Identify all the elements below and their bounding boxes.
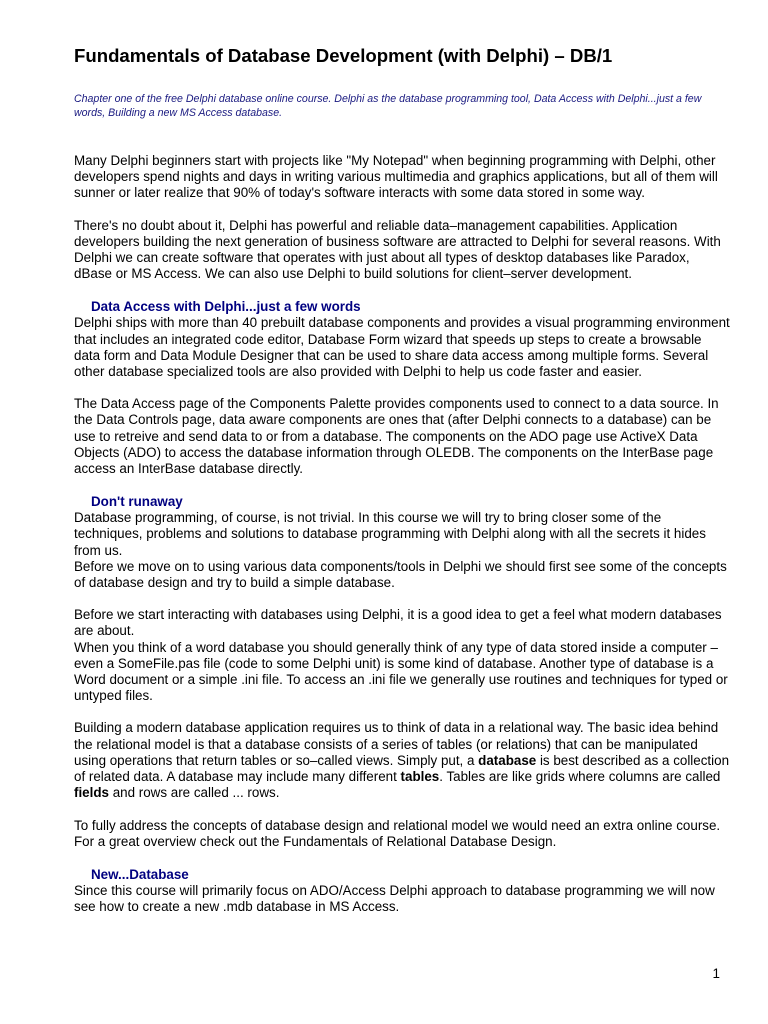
spacer xyxy=(74,477,730,493)
document-page xyxy=(74,44,730,915)
spacer xyxy=(74,591,730,607)
section-heading-new-database: New...Database xyxy=(91,866,189,882)
new-database-paragraph-1: Since this course will primarily focus on ADO/Access Delphi approach to database programming we will now see how to create a new .mdb database in MS Access. xyxy=(74,882,715,915)
spacer xyxy=(74,202,730,218)
intro-paragraph-2: There's no doubt about it, Delphi has powerful and reliable data–management capabilities. Application developers building the next generation of business software are attracted to Delphi for several reasons. With Delphi we can create software that operates with just about all types of desktop databases like Paradox, dBase or MS Access. We can also use Delphi to build solutions for client–server development. xyxy=(74,217,721,282)
data-access-paragraph-2: The Data Access page of the Components Palette provides components used to connect to a data source. In the Data Controls page, data aware components are ones that (after Delphi connects to a database) can be use to retreive and send data to or from a database. The components on the ADO page use ActiveX Data Objects (ADO) to access the database information through OLEDB. The components on the InterBase page access an InterBase database directly. xyxy=(74,396,719,477)
document-subtitle: Chapter one of the free Delphi database online course. Delphi as the database programming tool, Data Access with Delphi...just a few words, Building a new MS Access database. xyxy=(74,93,702,119)
spacer xyxy=(74,802,730,818)
dont-runaway-paragraph-6: To fully address the concepts of database design and relational model we would need an extra online course. For a great overview check out the Fundamentals of Relational Database Design. xyxy=(74,817,721,849)
page-number: 1 xyxy=(712,966,720,981)
dont-runaway-paragraph-3: Before we start interacting with databases using Delphi, it is a good idea to get a feel what modern databases are about. xyxy=(74,607,722,639)
section-heading-data-access: Data Access with Delphi...just a few words xyxy=(91,299,361,315)
document-title: Fundamentals of Database Development (with Delphi) – DB/1 xyxy=(74,45,613,66)
dont-runaway-paragraph-1: Database programming, of course, is not trivial. In this course we will try to bring closer some of the techniques, problems and solutions to database programming with Delphi along with all the secrets it hides from us. xyxy=(74,510,706,558)
spacer xyxy=(74,120,730,153)
dont-runaway-paragraph-2: Before we move on to using various data components/tools in Delphi we should first see some of the concepts of database design and try to build a simple database. xyxy=(74,558,727,591)
dont-runaway-paragraph-4: When you think of a word database you should generally think of any type of data stored inside a computer – even a SomeFile.pas file (code to some Delphi unit) is some kind of database. Another type of database is a Word document or a simple .ini file. To access an .ini file we generally use routines and techniques for typed or untyped files. xyxy=(74,639,728,704)
bold-term-database: database xyxy=(478,752,537,768)
bold-term-fields: fields xyxy=(74,785,109,801)
dont-runaway-paragraph-5 xyxy=(74,720,730,801)
text-run: and rows are called ... rows. xyxy=(108,785,280,801)
text-run: . Tables are like grids where columns are called xyxy=(439,769,721,785)
text-run: Building a modern database application requires us to think of data in a relational way. The basic idea behind the relational model is that a database consists of a series of tables (or relations) that can be manipulated using operations that return tables or so–called views. Simply put, a xyxy=(74,720,719,768)
section-heading-dont-runaway: Don't runaway xyxy=(91,494,183,510)
spacer xyxy=(74,282,730,298)
bold-term-tables: tables xyxy=(400,769,440,785)
text-run: is best described as a collection of related data. A database may include many different xyxy=(74,752,730,785)
spacer xyxy=(74,380,730,396)
spacer xyxy=(74,704,730,720)
spacer xyxy=(74,850,730,866)
data-access-paragraph-1: Delphi ships with more than 40 prebuilt database components and provides a visual programming environment that includes an integrated code editor, Database Form wizard that speeds up steps to create a browsable data form and Data Module Designer that can be used to share data access among multiple forms. Several other database specialized tools are also provided with Delphi to help us code faster and easier. xyxy=(74,315,730,380)
intro-paragraph-1: Many Delphi beginners start with projects like "My Notepad" when beginning programming with Delphi, other developers spend nights and days in writing various multimedia and graphics applications, but all of them will sunner or later realize that 90% of today's software interacts with some data stored in some way. xyxy=(74,153,718,201)
